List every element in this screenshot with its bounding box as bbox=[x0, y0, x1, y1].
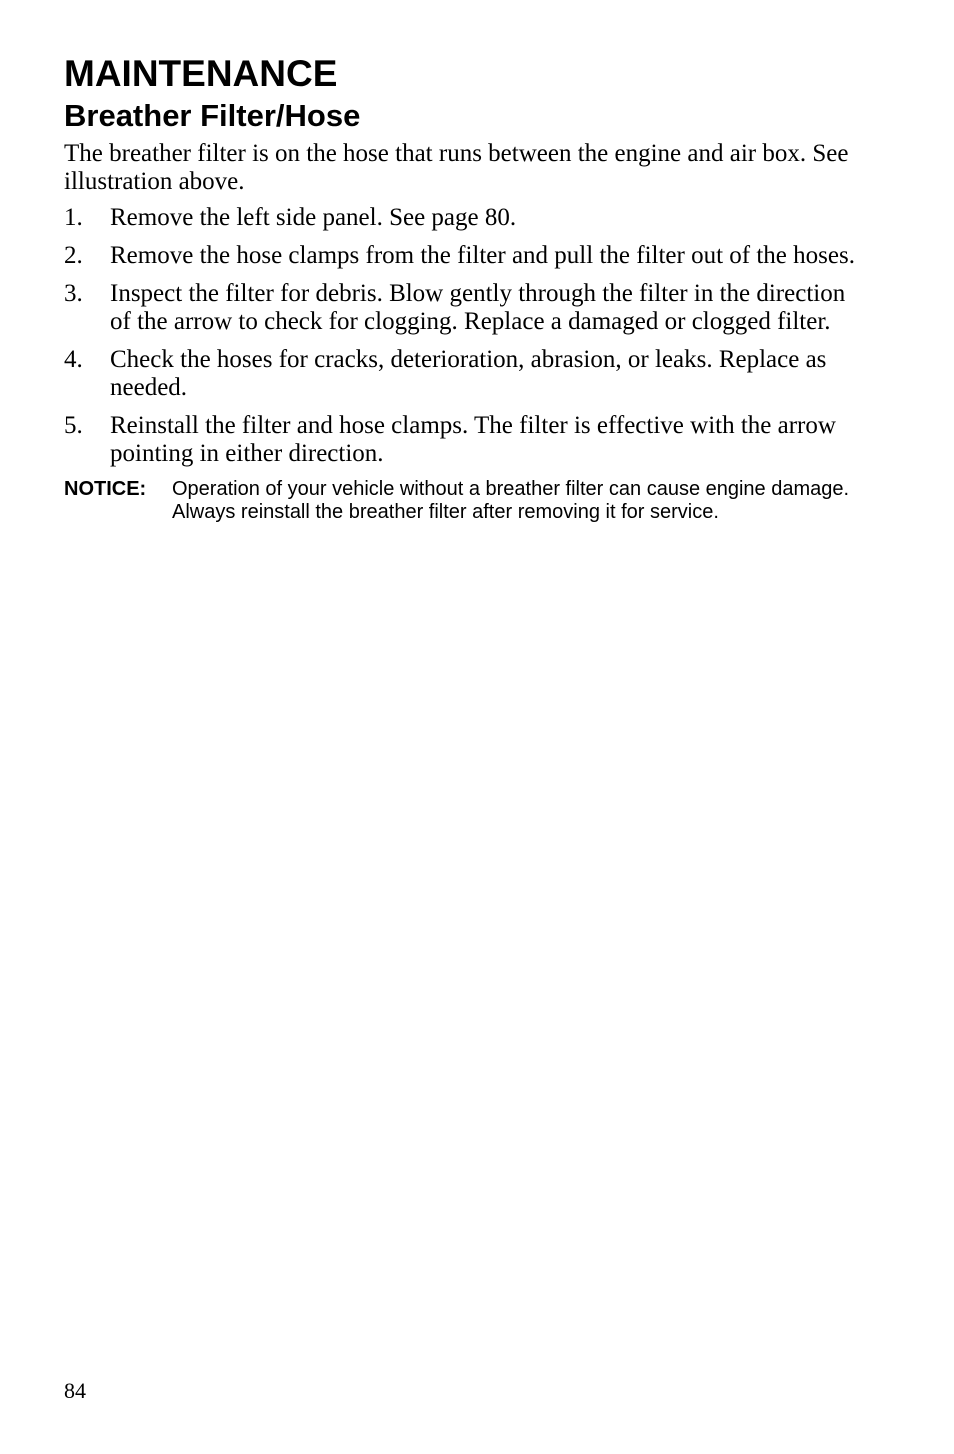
notice-block bbox=[64, 478, 864, 524]
step-number: 4. bbox=[64, 346, 83, 373]
step-text: Reinstall the filter and hose clamps. The filter is effective with the arrow pointing in either direction. bbox=[110, 412, 836, 467]
step-number: 5. bbox=[64, 412, 83, 439]
notice-label: NOTICE: bbox=[64, 478, 147, 500]
section-title: MAINTENANCE bbox=[64, 53, 338, 94]
step-text: Remove the hose clamps from the filter and pull the filter out of the hoses. bbox=[110, 242, 855, 269]
step-text: Check the hoses for cracks, deterioration, abrasion, or leaks. Replace as needed. bbox=[110, 346, 827, 401]
page-content bbox=[64, 52, 864, 524]
notice-text: Operation of your vehicle without a breather filter can cause engine damage. Always reinstall the breather filter after removing it for service. bbox=[172, 478, 850, 523]
page-number: 84 bbox=[64, 1378, 86, 1403]
steps-list bbox=[64, 204, 864, 468]
step-item bbox=[64, 280, 864, 336]
step-item bbox=[64, 346, 864, 402]
step-number: 1. bbox=[64, 204, 83, 231]
step-item bbox=[64, 204, 864, 232]
step-item bbox=[64, 412, 864, 468]
intro-paragraph: The breather filter is on the hose that runs between the engine and air box. See illustration above. bbox=[64, 140, 849, 195]
step-number: 2. bbox=[64, 242, 83, 269]
step-text: Remove the left side panel. See page 80. bbox=[110, 204, 517, 231]
subsection-title: Breather Filter/Hose bbox=[64, 98, 361, 133]
step-text: Inspect the filter for debris. Blow gently through the filter in the direction of the arrow to check for clogging. Replace a damaged or clogged filter. bbox=[110, 280, 846, 335]
step-item bbox=[64, 242, 864, 270]
step-number: 3. bbox=[64, 280, 83, 307]
